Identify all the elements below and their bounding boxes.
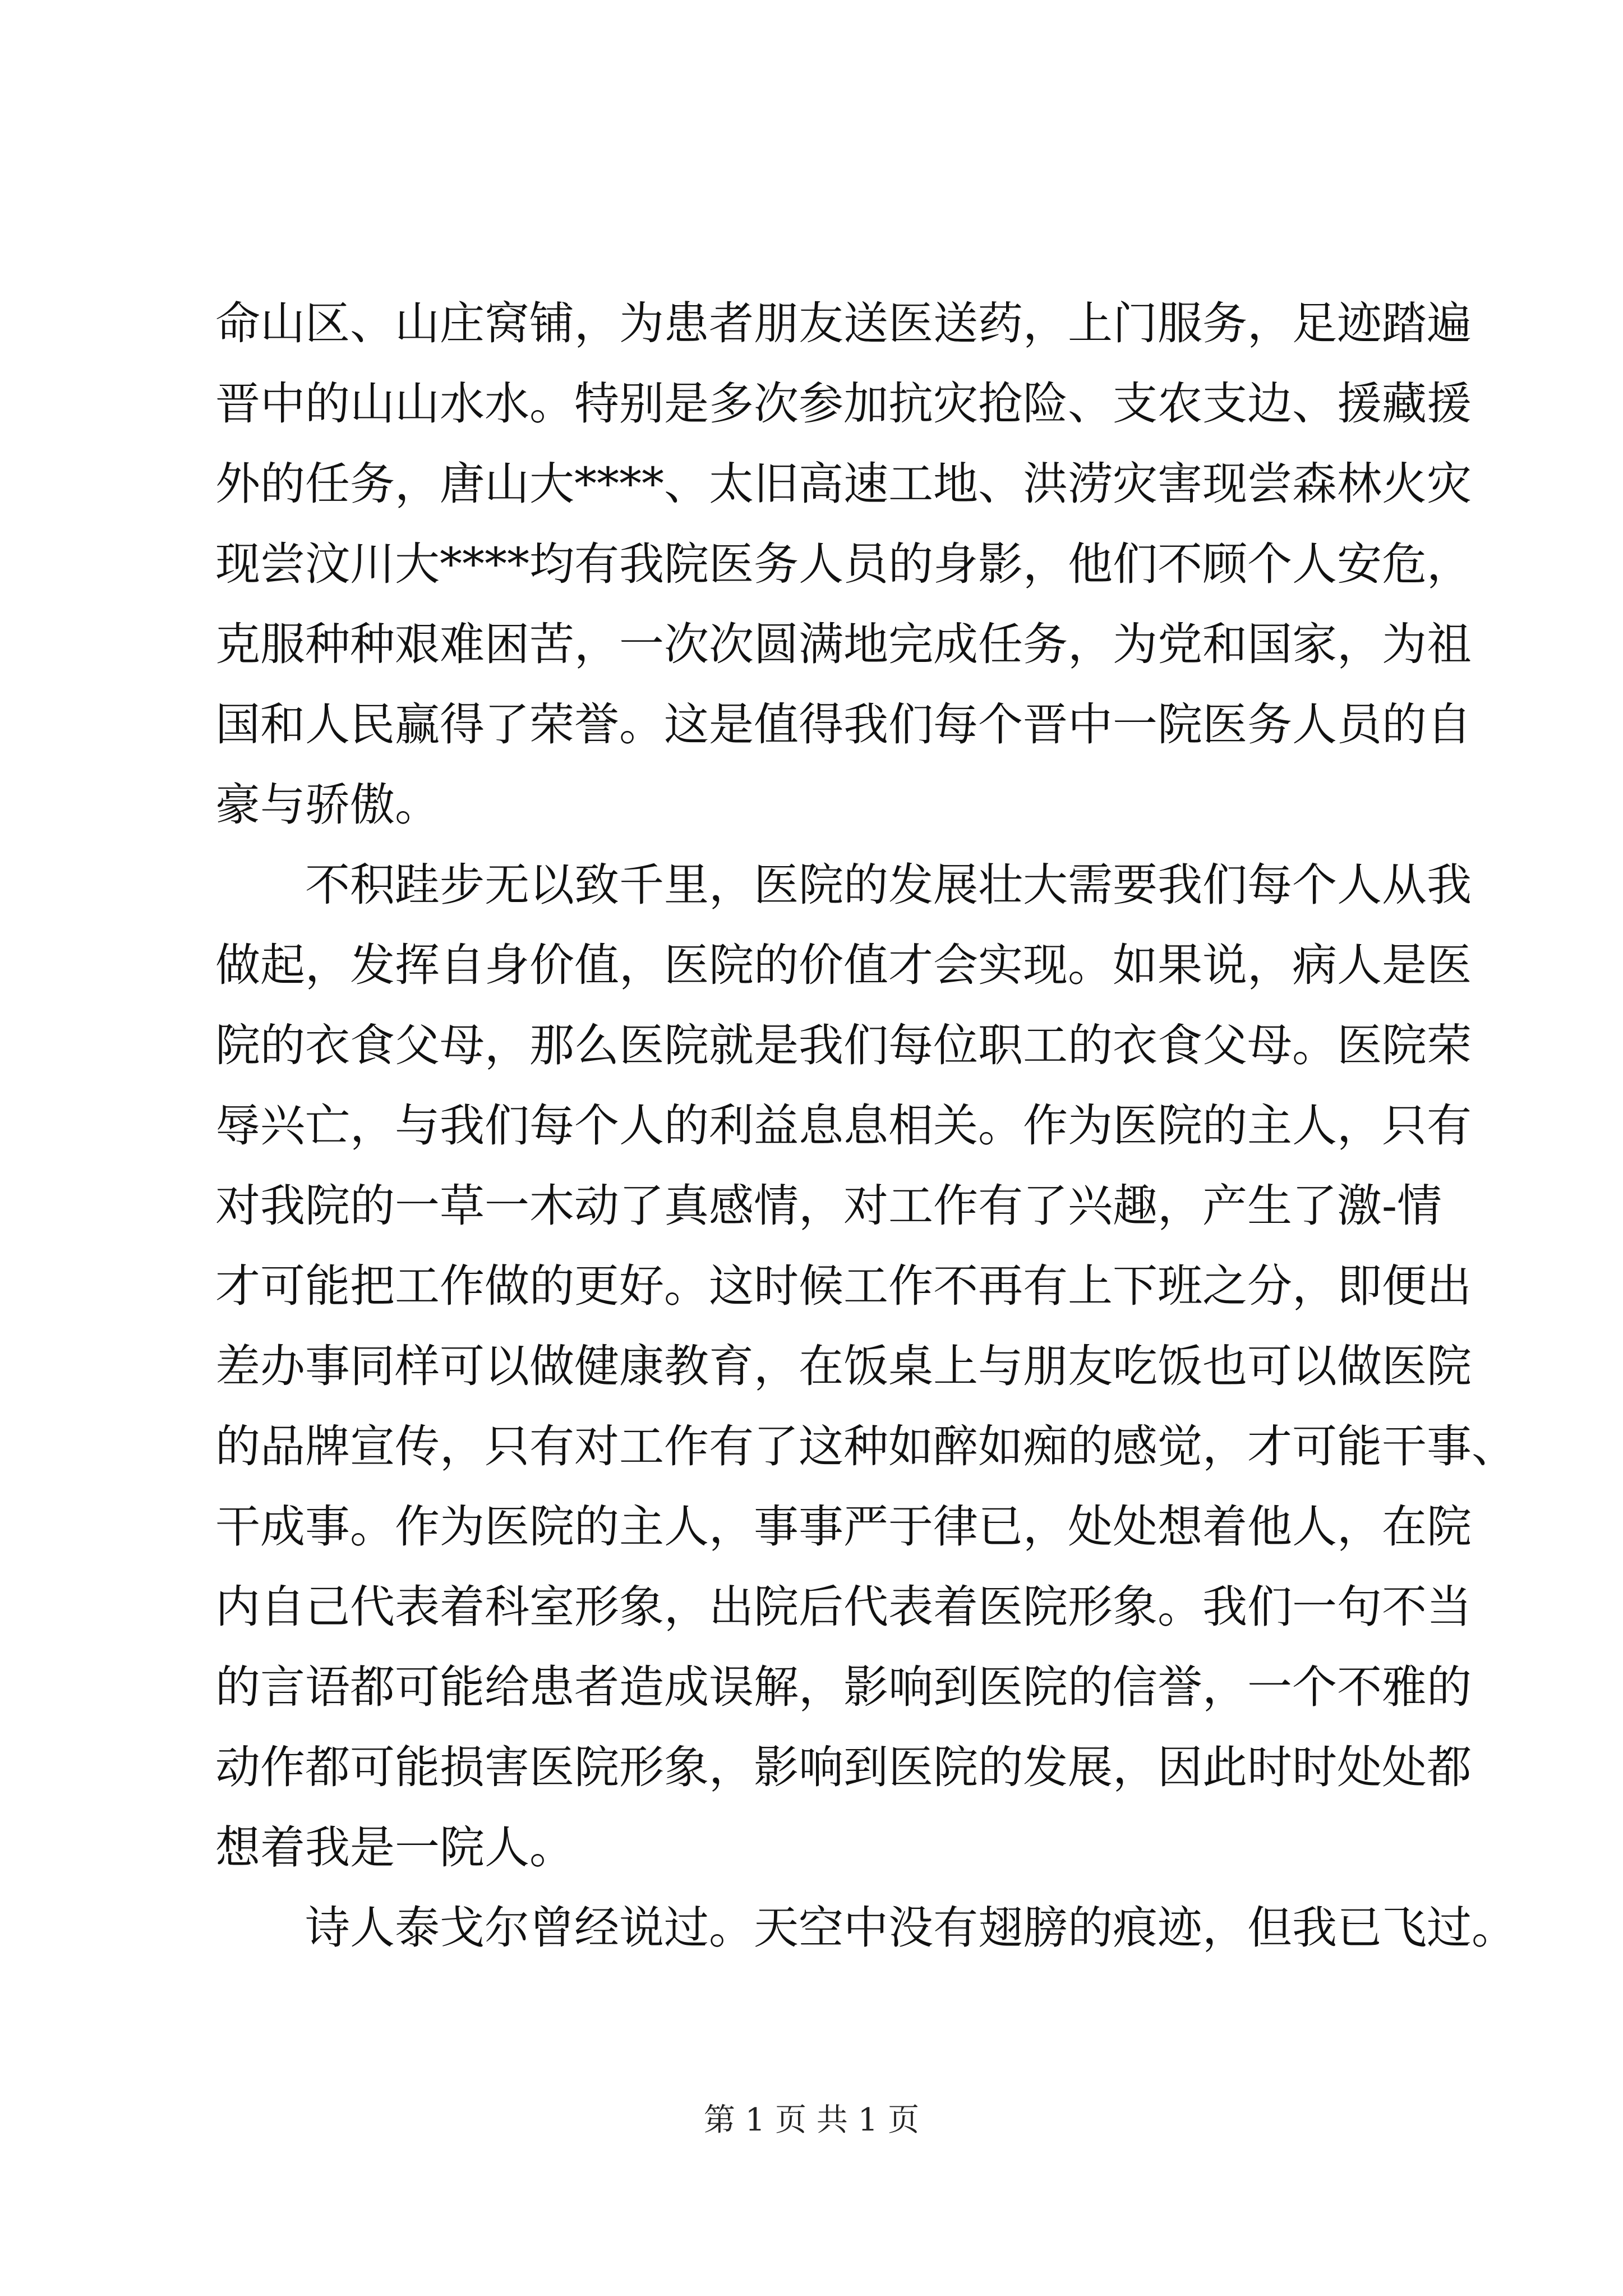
text-line: 院的衣食父母，那么医院就是我们每位职工的衣食父母。医院荣 bbox=[215, 1019, 1472, 1071]
text-line: 国和人民赢得了荣誉。这是值得我们每个晋中一院医务人员的自 bbox=[215, 698, 1472, 751]
paragraph-first-line: 不积跬步无以致千里，医院的发展壮大需要我们每个人从我 bbox=[305, 859, 1472, 911]
text-line: 想着我是一院人。 bbox=[215, 1821, 574, 1874]
text-line: 克服种种艰难困苦，一次次圆满地完成任务，为党和国家，为祖 bbox=[215, 618, 1472, 670]
page-footer: 第 1 页 共 1 页 bbox=[703, 2102, 920, 2138]
text-line: 命山区、山庄窝铺，为患者朋友送医送药，上门服务，足迹踏遍 bbox=[215, 297, 1472, 349]
text-line: 外的任务，唐山大****、太旧高速工地、洪涝灾害现尝森林火灾 bbox=[215, 458, 1472, 510]
text-line: 豪与骄傲。 bbox=[215, 779, 440, 831]
text-line: 做起，发挥自身价值，医院的价值才会实现。如果说，病人是医 bbox=[215, 939, 1472, 991]
text-line: 动作都可能损害医院形象，影响到医院的发展，因此时时处处都 bbox=[215, 1741, 1472, 1793]
text-line: 的言语都可能给患者造成误解，影响到医院的信誉，一个不雅的 bbox=[215, 1661, 1472, 1713]
text-line: 辱兴亡，与我们每个人的利益息息相关。作为医院的主人，只有 bbox=[215, 1099, 1472, 1152]
text-line: 晋中的山山水水。特别是多次参加抗灾抢险、支农支边、援藏援 bbox=[215, 378, 1472, 430]
text-line: 差办事同样可以做健康教育，在饭桌上与朋友吃饭也可以做医院 bbox=[215, 1340, 1472, 1392]
text-line: 现尝汶川大****均有我院医务人员的身影，他们不顾个人安危， bbox=[215, 538, 1472, 590]
text-line: 干成事。作为医院的主人，事事严于律已，处处想着他人，在院 bbox=[215, 1501, 1472, 1553]
text-line: 的品牌宣传，只有对工作有了这种如醉如痴的感觉，才可能干事、 bbox=[215, 1420, 1516, 1473]
document-body bbox=[215, 283, 1516, 1968]
paragraph-first-line: 诗人泰戈尔曾经说过。天空中没有翅膀的痕迹，但我已飞过。 bbox=[305, 1902, 1516, 1954]
text-line: 内自己代表着科室形象，出院后代表着医院形象。我们一句不当 bbox=[215, 1581, 1472, 1633]
text-line: 对我院的一草一木动了真感情，对工作有了兴趣，产生了激-情 bbox=[215, 1180, 1442, 1232]
text-line: 才可能把工作做的更好。这时候工作不再有上下班之分，即便出 bbox=[215, 1260, 1472, 1312]
